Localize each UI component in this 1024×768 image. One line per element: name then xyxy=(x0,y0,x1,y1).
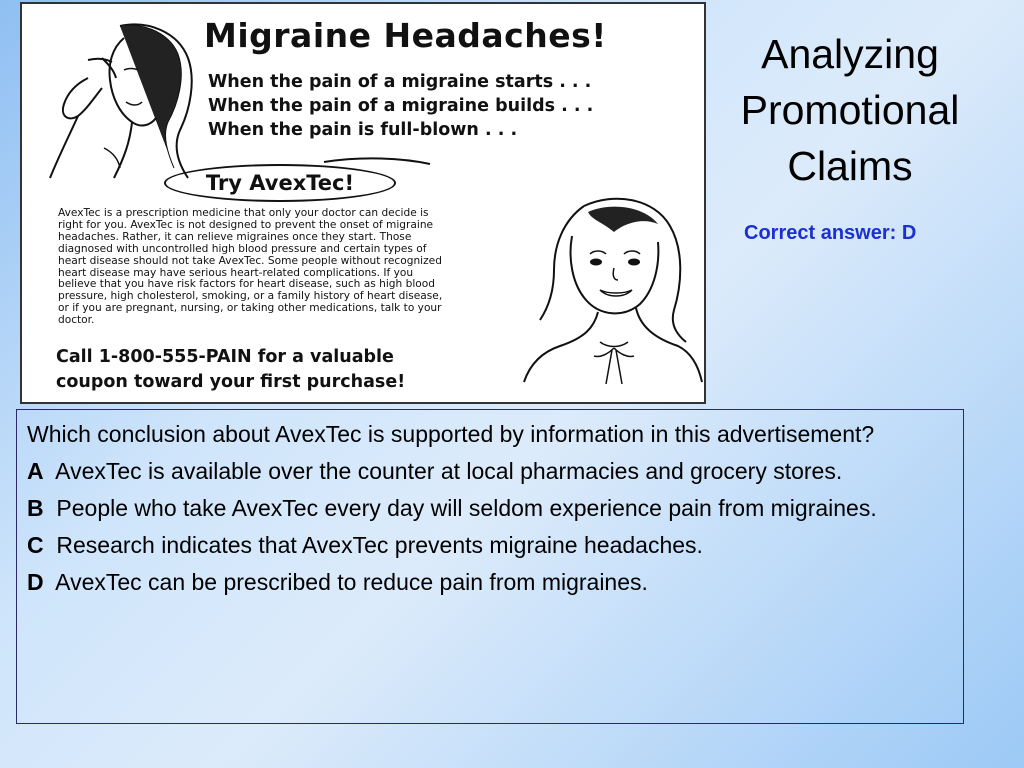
try-avextec-oval: Try AvexTec! xyxy=(164,164,396,202)
slide-title-line: Claims xyxy=(787,143,913,189)
slide-title-line: Analyzing xyxy=(761,31,939,77)
disclaimer-line: doctor. xyxy=(58,314,95,327)
answer-option-a xyxy=(27,455,949,488)
disclaimer-line: AvexTec is a prescription medicine that only your doctor can decide is xyxy=(58,207,429,219)
question-box xyxy=(16,409,964,724)
woman-with-headache-illustration xyxy=(28,18,206,186)
correct-answer-label: Correct answer: D xyxy=(744,222,917,244)
option-text: People who take AvexTec every day will seldom experience pain from migraines. xyxy=(56,495,877,521)
option-text: Research indicates that AvexTec prevents migraine headaches. xyxy=(56,532,703,558)
disclaimer-line: pressure, high cholesterol, smoking, or a family history of heart disease, xyxy=(58,290,443,303)
coupon-line: coupon toward your first purchase! xyxy=(56,372,406,392)
slide-title-line: Promotional xyxy=(740,87,960,133)
tagline: When the pain of a migraine builds . . . xyxy=(208,96,594,116)
advertisement xyxy=(20,2,706,404)
tagline: When the pain is full-blown . . . xyxy=(208,120,518,140)
question-prompt: Which conclusion about AvexTec is supported by information in this advertisement? xyxy=(27,421,875,447)
slide-title xyxy=(714,26,986,194)
disclaimer-line: heart disease may have serious heart-related complications. If you xyxy=(58,266,414,279)
tagline: When the pain of a migraine starts . . . xyxy=(208,72,592,92)
option-letter: A xyxy=(27,458,44,484)
option-letter: B xyxy=(27,495,44,521)
disclaimer-line: heart disease should not take AvexTec. Some people without recognized xyxy=(58,254,442,267)
ad-taglines xyxy=(208,70,593,142)
ad-coupon-offer xyxy=(56,345,405,395)
disclaimer-line: believe that you have risk factors for heart disease, such as high blood xyxy=(58,278,435,291)
option-text: AvexTec is available over the counter at local pharmacies and grocery stores. xyxy=(55,458,843,484)
option-letter: D xyxy=(27,569,44,595)
ad-disclaimer xyxy=(58,208,508,327)
ad-title: Migraine Headaches! xyxy=(204,16,607,55)
option-text: AvexTec can be prescribed to reduce pain from migraines. xyxy=(55,569,648,595)
smiling-woman-illustration xyxy=(514,192,704,388)
answer-option-d xyxy=(27,566,949,599)
disclaimer-line: diagnosed with uncontrolled high blood pressure and certain types of xyxy=(58,242,427,255)
answer-option-c xyxy=(27,529,949,562)
disclaimer-line: or if you are pregnant, nursing, or taking other medications, talk to your xyxy=(58,302,442,315)
disclaimer-line: right for you. AvexTec is not designed to prevent the onset of migraine xyxy=(58,218,434,231)
disclaimer-line: headaches. Rather, it can relieve migraines once they start. Those xyxy=(58,230,412,243)
option-letter: C xyxy=(27,532,44,558)
answer-option-b xyxy=(27,492,949,525)
coupon-line: Call 1-800-555-PAIN for a valuable xyxy=(56,347,394,367)
